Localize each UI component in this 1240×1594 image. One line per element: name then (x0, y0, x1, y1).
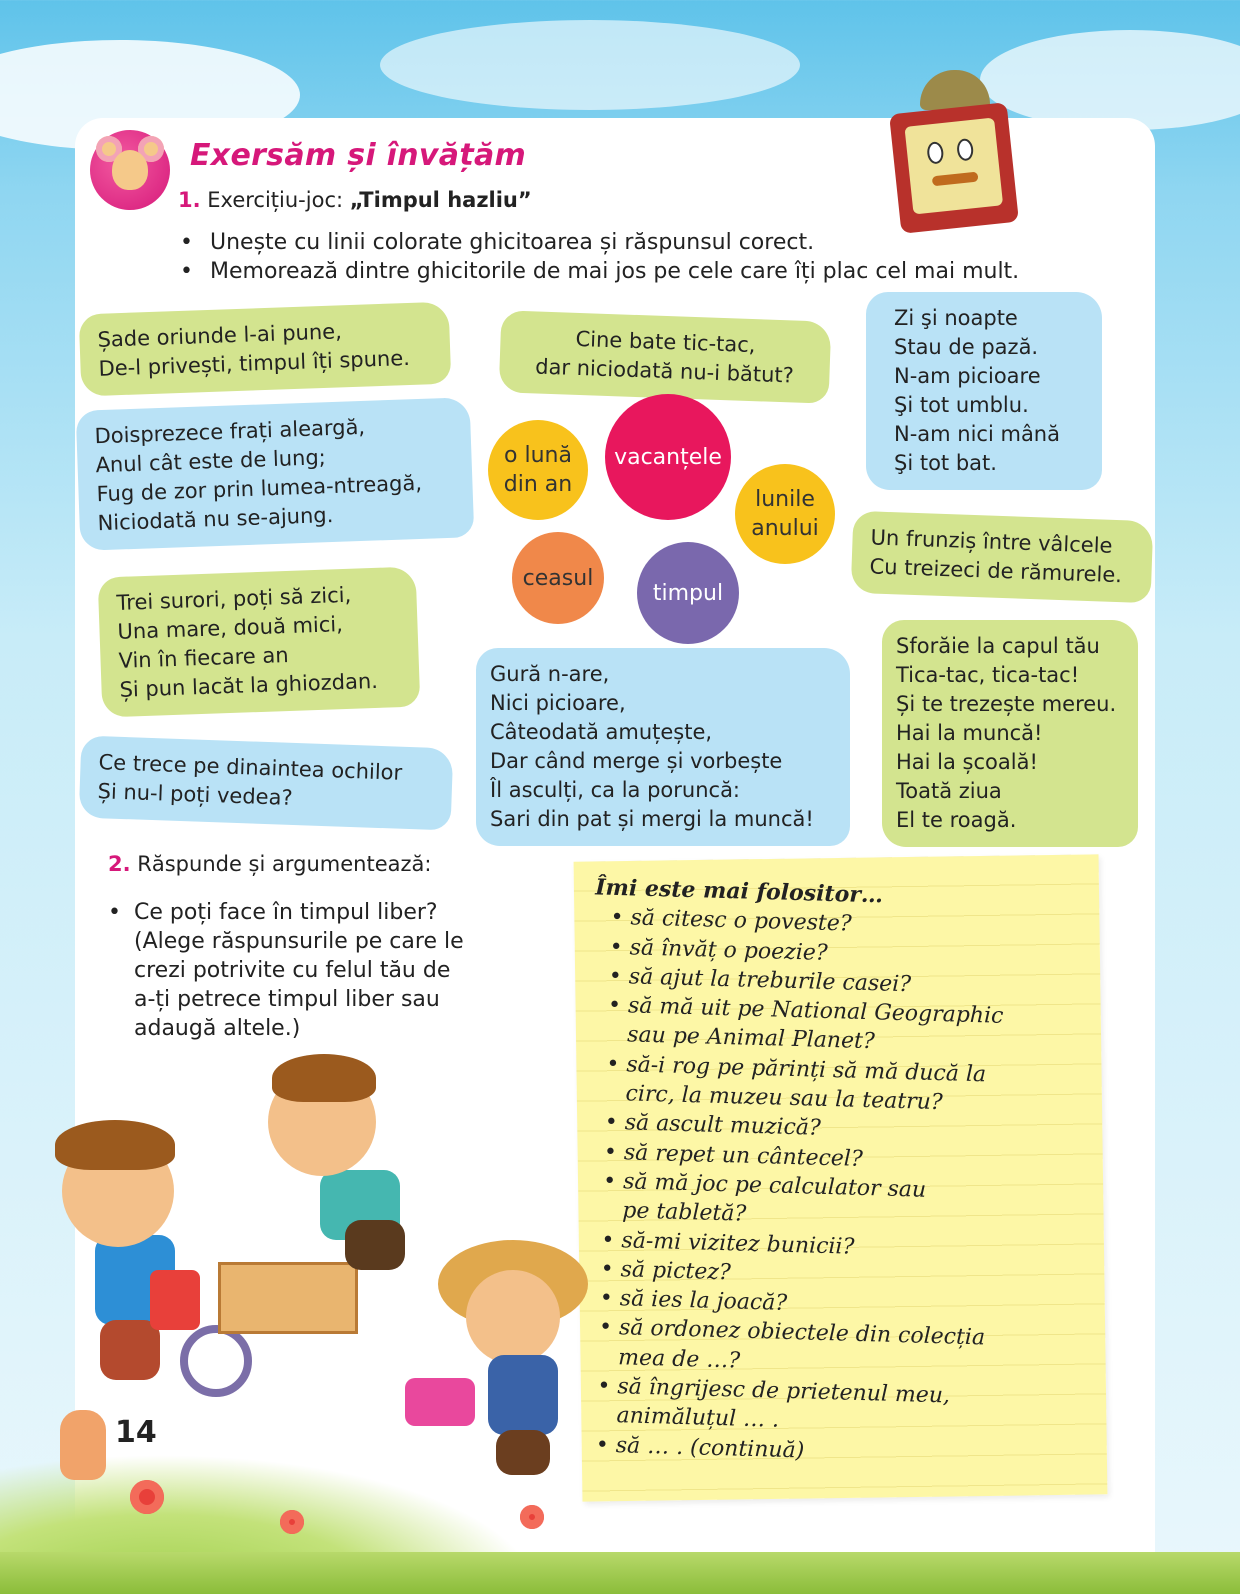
answer-line: ceasul (522, 565, 594, 591)
note-item: • să pictez? (584, 1254, 1075, 1297)
lined-note (574, 854, 1108, 1501)
riddle-bubble (882, 620, 1138, 847)
riddle-line: Şi tot umblu. (894, 393, 1029, 417)
question-line: adaugă altele.) (134, 1016, 301, 1041)
note-item: • să ordonez obiectele din colecția mea de …? (582, 1313, 1073, 1385)
riddle-line: Îl asculți, ca la poruncă: (490, 778, 741, 802)
riddle-bubble (76, 397, 475, 551)
exercise-2-question (108, 898, 488, 1043)
answer-circle[interactable] (605, 394, 731, 520)
note-item: • să ascult muzică? (588, 1108, 1079, 1151)
note-item: • să-i rog pe părinți să mă ducă la circ, la muzeu sau la teatru? (589, 1049, 1080, 1121)
riddle-line: Niciodată nu se-ajung. (97, 502, 334, 536)
bullet: • (108, 900, 121, 925)
riddle-line: Și nu-l poți vedea? (97, 779, 294, 810)
mouse-mascot-icon (90, 130, 170, 210)
flower-icon (280, 1510, 304, 1534)
note-item: • să mă uit pe National Geographic sau pe Animal Planet? (591, 991, 1082, 1063)
riddle-line: Dar când merge și vorbește (490, 749, 783, 773)
riddle-bubble (851, 511, 1154, 603)
answer-line: anului (751, 516, 819, 541)
riddle-line: dar niciodată nu-i bătut? (534, 354, 795, 388)
riddle-line: Stau de pază. (894, 335, 1039, 359)
riddle-line: Una mare, două mici, (117, 612, 344, 644)
answer-circle[interactable] (735, 464, 835, 564)
riddle-line: N-am nici mână (894, 422, 1060, 446)
exercise-name: „Timpul hazliu” (349, 188, 532, 212)
exercise-2-title (108, 852, 431, 876)
grass-strip (0, 1552, 1240, 1594)
question-line: Ce poți face în timpul liber? (134, 900, 438, 925)
note-item: • să citesc o poveste? (594, 903, 1085, 946)
riddle-line: Un frunziș între vâlcele (870, 525, 1113, 558)
cat-icon (60, 1410, 106, 1480)
riddle-line: De-l privești, timpul îți spune. (98, 345, 411, 381)
riddle-bubble (476, 648, 850, 846)
riddle-line: Sari din pat și mergi la muncă! (490, 807, 814, 831)
exercise-1-instructions (178, 228, 1019, 286)
riddle-line: Cine bate tic-tac, (575, 326, 756, 358)
riddle-line: Trei surori, poți să zici, (116, 582, 352, 615)
answer-line: o lună (504, 443, 572, 468)
answer-line: lunile (755, 487, 815, 512)
riddle-line: Hai la școală! (896, 750, 1038, 774)
riddle-line: Nici picioare, (490, 691, 626, 715)
answer-line: din an (503, 472, 573, 497)
riddle-line: Sforăie la capul tău (896, 634, 1100, 658)
instruction-item: • Unește cu linii colorate ghicitoarea și răspunsul corect. (178, 228, 1019, 257)
page-number: 14 (115, 1415, 157, 1450)
question-line: (Alege răspunsurile pe care le (134, 929, 464, 954)
question-line: crezi potrivite cu felul tău de (134, 958, 451, 983)
instruction-item: • Memorează dintre ghicitorile de mai jos pe cele care îți plac cel mai mult. (178, 257, 1019, 286)
riddle-line: Zi şi noapte (894, 306, 1018, 330)
riddle-line: Vin în fiecare an (118, 642, 289, 673)
note-item: • să repet un cântecel? (588, 1137, 1079, 1180)
exercise-number: 1. (178, 188, 201, 212)
exercise-label: Răspunde și argumentează: (137, 852, 432, 876)
question-line: a-ți petrece timpul liber sau (134, 987, 440, 1012)
riddle-line: Și te trezește mereu. (896, 692, 1117, 716)
exercise-number: 2. (108, 852, 131, 876)
riddle-line: Și pun lacăt la ghiozdan. (119, 668, 379, 702)
note-item: • să … . (continuă) (579, 1430, 1070, 1473)
note-title: Îmi este mai folositor… (594, 874, 884, 909)
riddle-line: Şi tot bat. (894, 451, 997, 475)
riddle-line: Hai la muncă! (896, 721, 1043, 745)
riddle-line: Toată ziua (896, 779, 1002, 803)
flower-icon (130, 1480, 164, 1514)
note-item: • să ies la joacă? (583, 1283, 1074, 1326)
riddle-bubble (98, 566, 421, 717)
flower-icon (520, 1505, 544, 1529)
riddle-line: Anul cât este de lung; (95, 445, 327, 478)
riddle-line: Gură n-are, (490, 662, 610, 686)
note-item: • să mă joc pe calculator sau pe tabletă? (586, 1166, 1077, 1238)
riddle-line: N-am picioare (894, 364, 1041, 388)
note-content (579, 873, 1085, 1472)
answer-line: timpul (652, 580, 724, 606)
note-item: • să ajut la treburile casei? (592, 961, 1083, 1004)
cloud (380, 20, 800, 110)
riddle-line: Șade oriunde l-ai pune, (97, 319, 343, 352)
riddle-bubble (79, 302, 452, 397)
note-item: • să învăț o poezie? (593, 932, 1084, 975)
note-item: • să-mi vizitez bunicii? (585, 1225, 1076, 1268)
riddle-line: Tica-tac, tica-tac! (896, 663, 1080, 687)
answer-circle[interactable] (637, 542, 739, 644)
riddle-line: Doisprezece frați aleargă, (94, 414, 366, 449)
alarm-clock-icon (890, 70, 1020, 240)
answer-circle[interactable] (488, 420, 588, 520)
answer-circle[interactable] (512, 532, 604, 624)
exercise-1-title (178, 188, 532, 212)
riddle-line: Cu treizeci de rămurele. (869, 554, 1123, 588)
note-item: • să îngrijesc de prietenul meu, animăluțul … . (580, 1371, 1071, 1443)
riddle-line: El te roagă. (896, 808, 1017, 832)
section-heading: Exersăm și învățăm (190, 138, 527, 173)
riddle-bubble (499, 310, 832, 403)
riddle-line: Ce trece pe dinaintea ochilor (98, 750, 403, 785)
riddle-line: Fug de zor prin lumea-ntreagă, (96, 470, 423, 507)
answer-line: vacanțele (614, 444, 722, 470)
riddle-line: Câteodată amuțește, (490, 720, 713, 744)
riddle-bubble (79, 736, 454, 831)
exercise-label: Exercițiu-joc: (207, 188, 350, 212)
riddle-bubble (866, 292, 1102, 490)
